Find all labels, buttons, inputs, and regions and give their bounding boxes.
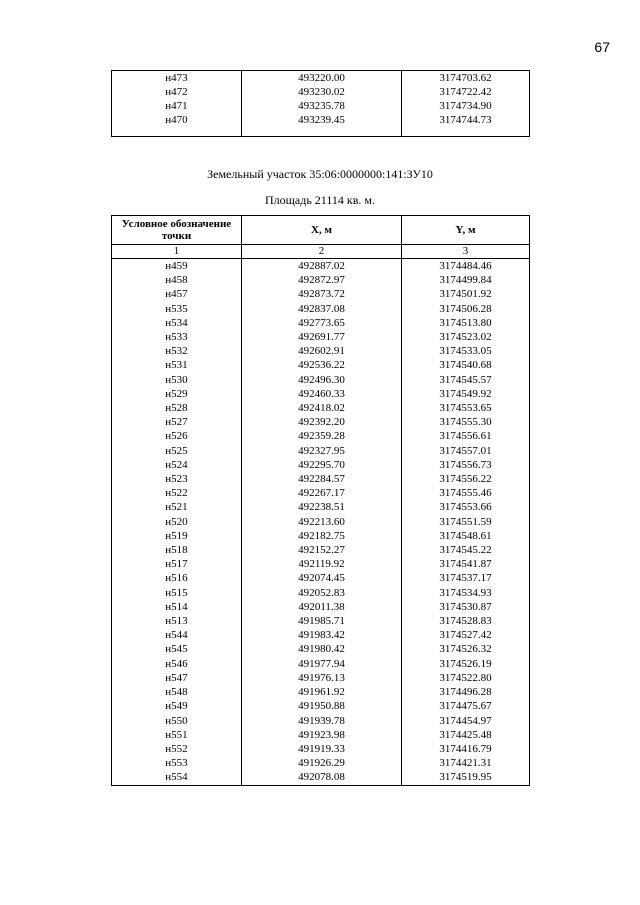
x-cell: 492267.17 bbox=[242, 486, 402, 500]
y-cell: 3174475.67 bbox=[402, 699, 530, 713]
point-cell: н513 bbox=[112, 614, 242, 628]
x-cell: 492074.45 bbox=[242, 571, 402, 585]
y-cell: 3174722.42 bbox=[402, 85, 530, 99]
table-row bbox=[112, 486, 530, 500]
point-cell: н551 bbox=[112, 728, 242, 742]
y-cell: 3174484.46 bbox=[402, 259, 530, 274]
x-cell: 491919.33 bbox=[242, 742, 402, 756]
table-row bbox=[112, 373, 530, 387]
y-cell: 3174557.01 bbox=[402, 444, 530, 458]
y-cell: 3174545.22 bbox=[402, 543, 530, 557]
table-row bbox=[112, 756, 530, 770]
table-row bbox=[112, 557, 530, 571]
y-cell: 3174549.92 bbox=[402, 387, 530, 401]
y-cell: 3174527.42 bbox=[402, 628, 530, 642]
point-cell: н458 bbox=[112, 273, 242, 287]
table-row bbox=[112, 642, 530, 656]
point-cell: н523 bbox=[112, 472, 242, 486]
spacer-cell bbox=[112, 127, 242, 137]
x-cell: 492873.72 bbox=[242, 287, 402, 301]
table-spacer-row bbox=[112, 127, 530, 137]
y-cell: 3174522.80 bbox=[402, 671, 530, 685]
point-cell: н535 bbox=[112, 302, 242, 316]
table-row bbox=[112, 99, 530, 113]
table-row bbox=[112, 287, 530, 301]
x-cell: 493220.00 bbox=[242, 71, 402, 86]
x-cell: 493230.02 bbox=[242, 85, 402, 99]
spacer-cell bbox=[242, 127, 402, 137]
y-cell: 3174540.68 bbox=[402, 358, 530, 372]
x-cell: 492078.08 bbox=[242, 770, 402, 785]
parcel-title: Земельный участок 35:06:0000000:141:ЗУ10 bbox=[207, 167, 433, 181]
y-cell: 3174534.93 bbox=[402, 586, 530, 600]
table-row bbox=[112, 358, 530, 372]
point-cell: н550 bbox=[112, 714, 242, 728]
point-cell: н518 bbox=[112, 543, 242, 557]
point-cell: н546 bbox=[112, 657, 242, 671]
point-cell: н473 bbox=[112, 71, 242, 86]
table-row bbox=[112, 472, 530, 486]
y-cell: 3174501.92 bbox=[402, 287, 530, 301]
table-row bbox=[112, 586, 530, 600]
table-row bbox=[112, 714, 530, 728]
table-row bbox=[112, 728, 530, 742]
page-number: 67 bbox=[594, 39, 610, 55]
point-cell: н517 bbox=[112, 557, 242, 571]
table-row bbox=[112, 387, 530, 401]
x-cell: 492837.08 bbox=[242, 302, 402, 316]
x-cell: 491950.88 bbox=[242, 699, 402, 713]
y-cell: 3174541.87 bbox=[402, 557, 530, 571]
y-cell: 3174519.95 bbox=[402, 770, 530, 785]
table-row bbox=[112, 600, 530, 614]
y-cell: 3174528.83 bbox=[402, 614, 530, 628]
table-row bbox=[112, 71, 530, 86]
x-cell: 492327.95 bbox=[242, 444, 402, 458]
y-cell: 3174526.19 bbox=[402, 657, 530, 671]
point-cell: н553 bbox=[112, 756, 242, 770]
point-cell: н533 bbox=[112, 330, 242, 344]
table-row bbox=[112, 415, 530, 429]
x-cell: 491983.42 bbox=[242, 628, 402, 642]
table-row bbox=[112, 273, 530, 287]
point-cell: н534 bbox=[112, 316, 242, 330]
x-cell: 493239.45 bbox=[242, 113, 402, 127]
point-cell: н471 bbox=[112, 99, 242, 113]
x-cell: 492238.51 bbox=[242, 500, 402, 514]
x-cell: 491977.94 bbox=[242, 657, 402, 671]
x-cell: 492213.60 bbox=[242, 515, 402, 529]
coordinates-table-continued-body bbox=[112, 71, 530, 137]
y-cell: 3174545.57 bbox=[402, 373, 530, 387]
table-row bbox=[112, 657, 530, 671]
x-cell: 492887.02 bbox=[242, 259, 402, 274]
x-cell: 492872.97 bbox=[242, 273, 402, 287]
x-cell: 492011.38 bbox=[242, 600, 402, 614]
point-cell: н514 bbox=[112, 600, 242, 614]
table-row bbox=[112, 458, 530, 472]
x-cell: 491980.42 bbox=[242, 642, 402, 656]
table-row bbox=[112, 571, 530, 585]
y-cell: 3174496.28 bbox=[402, 685, 530, 699]
y-cell: 3174530.87 bbox=[402, 600, 530, 614]
y-cell: 3174734.90 bbox=[402, 99, 530, 113]
point-cell: н516 bbox=[112, 571, 242, 585]
point-cell: н470 bbox=[112, 113, 242, 127]
point-cell: н459 bbox=[112, 259, 242, 274]
table-row bbox=[112, 671, 530, 685]
x-cell: 492359.28 bbox=[242, 429, 402, 443]
point-cell: н472 bbox=[112, 85, 242, 99]
spacer-cell bbox=[402, 127, 530, 137]
y-cell: 3174537.17 bbox=[402, 571, 530, 585]
y-cell: 3174553.66 bbox=[402, 500, 530, 514]
x-cell: 492773.65 bbox=[242, 316, 402, 330]
point-cell: н531 bbox=[112, 358, 242, 372]
point-cell: н526 bbox=[112, 429, 242, 443]
table-row bbox=[112, 344, 530, 358]
point-cell: н525 bbox=[112, 444, 242, 458]
y-cell: 3174526.32 bbox=[402, 642, 530, 656]
y-cell: 3174556.73 bbox=[402, 458, 530, 472]
x-cell: 492182.75 bbox=[242, 529, 402, 543]
table-row bbox=[112, 316, 530, 330]
x-cell: 491923.98 bbox=[242, 728, 402, 742]
table-row bbox=[112, 515, 530, 529]
header-point-designation: Условное обозначение точки bbox=[112, 216, 242, 245]
x-cell: 491926.29 bbox=[242, 756, 402, 770]
column-number-3: 3 bbox=[402, 245, 530, 259]
table-row bbox=[112, 302, 530, 316]
y-cell: 3174555.46 bbox=[402, 486, 530, 500]
table-row bbox=[112, 401, 530, 415]
table-row bbox=[112, 628, 530, 642]
x-cell: 492496.30 bbox=[242, 373, 402, 387]
column-number-1: 1 bbox=[112, 245, 242, 259]
table-row bbox=[112, 614, 530, 628]
x-cell: 491985.71 bbox=[242, 614, 402, 628]
point-cell: н527 bbox=[112, 415, 242, 429]
point-cell: н524 bbox=[112, 458, 242, 472]
x-cell: 492119.92 bbox=[242, 557, 402, 571]
y-cell: 3174421.31 bbox=[402, 756, 530, 770]
point-cell: н549 bbox=[112, 699, 242, 713]
y-cell: 3174744.73 bbox=[402, 113, 530, 127]
x-cell: 491939.78 bbox=[242, 714, 402, 728]
table-row bbox=[112, 500, 530, 514]
x-cell: 492536.22 bbox=[242, 358, 402, 372]
x-cell: 492152.27 bbox=[242, 543, 402, 557]
x-cell: 492392.20 bbox=[242, 415, 402, 429]
point-cell: н515 bbox=[112, 586, 242, 600]
table-row bbox=[112, 444, 530, 458]
point-cell: н544 bbox=[112, 628, 242, 642]
y-cell: 3174553.65 bbox=[402, 401, 530, 415]
y-cell: 3174548.61 bbox=[402, 529, 530, 543]
coordinates-table bbox=[111, 215, 530, 786]
point-cell: н529 bbox=[112, 387, 242, 401]
point-cell: н519 bbox=[112, 529, 242, 543]
y-cell: 3174499.84 bbox=[402, 273, 530, 287]
point-cell: н520 bbox=[112, 515, 242, 529]
table-row bbox=[112, 330, 530, 344]
header-y: Y, м bbox=[402, 216, 530, 245]
y-cell: 3174551.59 bbox=[402, 515, 530, 529]
header-x: X, м bbox=[242, 216, 402, 245]
x-cell: 493235.78 bbox=[242, 99, 402, 113]
point-cell: н457 bbox=[112, 287, 242, 301]
table-row bbox=[112, 85, 530, 99]
coordinates-table-continued bbox=[111, 70, 530, 137]
point-cell: н521 bbox=[112, 500, 242, 514]
x-cell: 492295.70 bbox=[242, 458, 402, 472]
coordinates-table-body bbox=[112, 259, 530, 786]
point-cell: н532 bbox=[112, 344, 242, 358]
y-cell: 3174454.97 bbox=[402, 714, 530, 728]
y-cell: 3174425.48 bbox=[402, 728, 530, 742]
table-row bbox=[112, 259, 530, 274]
y-cell: 3174703.62 bbox=[402, 71, 530, 86]
point-cell: н530 bbox=[112, 373, 242, 387]
point-cell: н547 bbox=[112, 671, 242, 685]
x-cell: 492460.33 bbox=[242, 387, 402, 401]
point-cell: н554 bbox=[112, 770, 242, 785]
table-row bbox=[112, 429, 530, 443]
point-cell: н528 bbox=[112, 401, 242, 415]
x-cell: 492052.83 bbox=[242, 586, 402, 600]
y-cell: 3174523.02 bbox=[402, 330, 530, 344]
table-row bbox=[112, 685, 530, 699]
y-cell: 3174556.61 bbox=[402, 429, 530, 443]
point-cell: н548 bbox=[112, 685, 242, 699]
y-cell: 3174533.05 bbox=[402, 344, 530, 358]
y-cell: 3174416.79 bbox=[402, 742, 530, 756]
y-cell: 3174555.30 bbox=[402, 415, 530, 429]
table-row bbox=[112, 699, 530, 713]
x-cell: 491976.13 bbox=[242, 671, 402, 685]
table-row bbox=[112, 543, 530, 557]
x-cell: 491961.92 bbox=[242, 685, 402, 699]
x-cell: 492602.91 bbox=[242, 344, 402, 358]
x-cell: 492284.57 bbox=[242, 472, 402, 486]
parcel-area: Площадь 21114 кв. м. bbox=[265, 193, 375, 207]
y-cell: 3174513.80 bbox=[402, 316, 530, 330]
y-cell: 3174556.22 bbox=[402, 472, 530, 486]
table-row bbox=[112, 113, 530, 127]
x-cell: 492691.77 bbox=[242, 330, 402, 344]
column-number-2: 2 bbox=[242, 245, 402, 259]
point-cell: н545 bbox=[112, 642, 242, 656]
table-row bbox=[112, 770, 530, 785]
table-row bbox=[112, 742, 530, 756]
x-cell: 492418.02 bbox=[242, 401, 402, 415]
y-cell: 3174506.28 bbox=[402, 302, 530, 316]
table-row bbox=[112, 529, 530, 543]
point-cell: н522 bbox=[112, 486, 242, 500]
point-cell: н552 bbox=[112, 742, 242, 756]
